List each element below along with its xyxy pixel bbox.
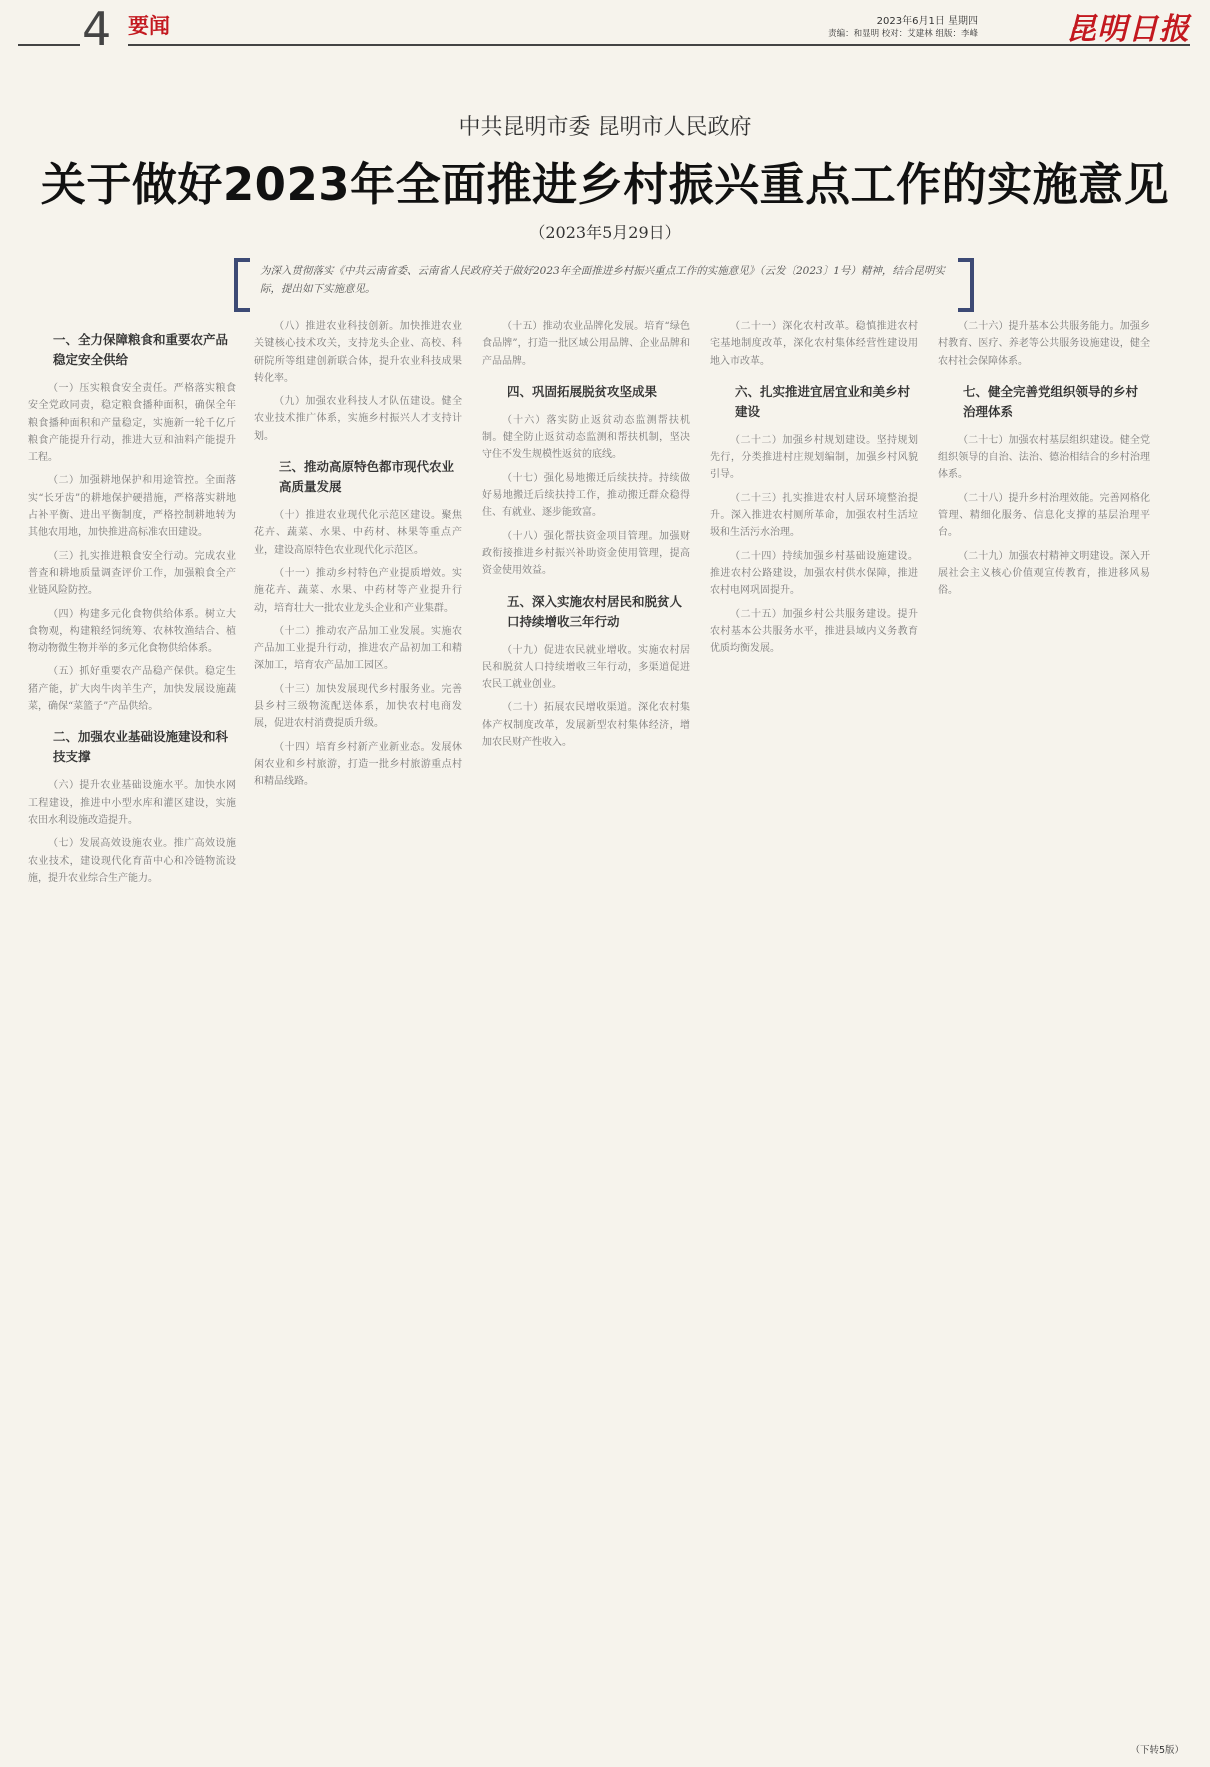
section-heading: 七、健全完善党组织领导的乡村治理体系 xyxy=(963,383,1139,419)
article-paragraph: （二十七）加强农村基层组织建设。健全党组织领导的自治、法治、德治相结合的乡村治理体系。 xyxy=(938,434,1150,481)
newspaper-logo: 昆明日报 xyxy=(1066,12,1190,47)
article-column-2 xyxy=(254,318,462,1746)
article-issuer: 中共昆明市委 昆明市人民政府 xyxy=(458,115,752,140)
article-paragraph: （一）压实粮食安全责任。严格落实粮食安全党政同责，稳定粮食播种面积，确保全年粮食播种面积和产量稳定，实施新一轮千亿斤粮食产能提升行动，推进大豆和油料产能提升工程。 xyxy=(28,383,236,464)
continued-note: （下转5版） xyxy=(1130,1745,1184,1756)
article-paragraph: （八）推进农业科技创新。加快推进农业关键核心技术攻关，支持龙头企业、高校、科研院所等组建创新联合体，提升农业科技成果转化率。 xyxy=(254,321,462,384)
header-rule-left xyxy=(18,44,80,46)
article-paragraph: （四）构建多元化食物供给体系。树立大食物观，构建粮经饲统筹、农林牧渔结合、植物动物微生物并举的多元化食物供给体系。 xyxy=(28,608,236,655)
article-paragraph: （十四）培育乡村新产业新业态。发展休闲农业和乡村旅游，打造一批乡村旅游重点村和精品线路。 xyxy=(254,741,462,788)
article-paragraph: （二十五）加强乡村公共服务建设。提升农村基本公共服务水平，推进县域内义务教育优质均衡发展。 xyxy=(710,608,918,655)
issue-date: 2023年6月1日 星期四 xyxy=(876,16,978,27)
article-paragraph: （二十九）加强农村精神文明建设。深入开展社会主义核心价值观宣传教育，推进移风易俗。 xyxy=(938,550,1150,597)
section-label: 要闻 xyxy=(128,14,170,38)
article-paragraph: （十六）落实防止返贫动态监测帮扶机制。健全防止返贫动态监测和帮扶机制，坚决守住不发生规模性返贫的底线。 xyxy=(482,414,690,461)
article-paragraph: （十三）加快发展现代乡村服务业。完善县乡村三级物流配送体系，加快农村电商发展，促进农村消费提质升级。 xyxy=(254,683,462,730)
article-paragraph: （十二）推动农产品加工业发展。实施农产品加工业提升行动，推进农产品初加工和精深加工，培育农产品加工园区。 xyxy=(254,625,462,672)
article-paragraph: （十）推进农业现代化示范区建设。聚焦花卉、蔬菜、水果、中药材、林果等重点产业，建设高原特色农业现代化示范区。 xyxy=(254,510,462,556)
article-column-3 xyxy=(482,318,690,1746)
editors-credit: 责编：和显明 校对：艾建林 组版：李峰 xyxy=(828,29,978,39)
article-column-1 xyxy=(28,318,236,1746)
article-paragraph: （十一）推动乡村特色产业提质增效。实施花卉、蔬菜、水果、中药材等产业提升行动，培育壮大一批农业龙头企业和产业集群。 xyxy=(254,567,462,614)
article-paragraph: （十七）强化易地搬迁后续扶持。持续做好易地搬迁后续扶持工作，推动搬迁群众稳得住、有就业、逐步能致富。 xyxy=(482,472,690,519)
article-paragraph: （六）提升农业基础设施水平。加快水网工程建设，推进中小型水库和灌区建设，实施农田水利设施改造提升。 xyxy=(28,780,236,826)
article-column-5 xyxy=(938,318,1150,1746)
article-column-4 xyxy=(710,318,918,1746)
article-paragraph: （三）扎实推进粮食安全行动。完成农业普查和耕地质量调查评价工作，加强粮食全产业链风险防控。 xyxy=(28,550,236,597)
section-heading: 四、巩固拓展脱贫攻坚成果 xyxy=(507,383,658,399)
section-heading: 六、扎实推进宜居宜业和美乡村建设 xyxy=(735,383,911,419)
section-heading: 三、推动高原特色都市现代农业高质量发展 xyxy=(279,459,455,495)
article-paragraph: （九）加强农业科技人才队伍建设。健全农业技术推广体系，实施乡村振兴人才支持计划。 xyxy=(254,396,462,442)
article-paragraph: （二十八）提升乡村治理效能。完善网格化管理、精细化服务、信息化支撑的基层治理平台。 xyxy=(938,492,1150,539)
header-rule-right xyxy=(128,44,1190,46)
section-heading: 五、深入实施农村居民和脱贫人口持续增收三年行动 xyxy=(507,593,683,629)
article-paragraph: （二十四）持续加强乡村基础设施建设。推进农村公路建设，加强农村供水保障，推进农村电网巩固提升。 xyxy=(710,550,918,597)
article-paragraph: （十九）促进农民就业增收。实施农村居民和脱贫人口持续增收三年行动，多渠道促进农民工就业创业。 xyxy=(482,644,690,691)
article-paragraph: （五）抓好重要农产品稳产保供。稳定生猪产能，扩大肉牛肉羊生产，加快发展设施蔬菜，确保“菜篮子”产品供给。 xyxy=(28,666,236,713)
intro-text: 为深入贯彻落实《中共云南省委、云南省人民政府关于做好2023年全面推进乡村振兴重点工作的实施意见》（云发〔2023〕1号）精神，结合昆明实际，提出如下实施意见。 xyxy=(260,265,945,295)
article-paragraph: （二十六）提升基本公共服务能力。加强乡村教育、医疗、养老等公共服务设施建设，健全农村社会保障体系。 xyxy=(938,321,1150,367)
page-masthead xyxy=(0,0,1210,60)
article-paragraph: （十五）推动农业品牌化发展。培育“绿色食品牌”，打造一批区域公用品牌、企业品牌和产品品牌。 xyxy=(482,321,690,367)
bracket-right-decor xyxy=(958,258,974,312)
article-paragraph: （二十三）扎实推进农村人居环境整治提升。深入推进农村厕所革命，加强农村生活垃圾和生活污水治理。 xyxy=(710,492,918,539)
article-paragraph: （二十一）深化农村改革。稳慎推进农村宅基地制度改革，深化农村集体经营性建设用地入市改革。 xyxy=(710,321,918,367)
article-paragraph: （十八）强化帮扶资金项目管理。加强财政衔接推进乡村振兴补助资金使用管理，提高资金使用效益。 xyxy=(482,530,690,577)
article-date: （2023年5月29日） xyxy=(529,223,681,242)
article-paragraph: （七）发展高效设施农业。推广高效设施农业技术，建设现代化育苗中心和冷链物流设施，提升农业综合生产能力。 xyxy=(28,838,236,884)
section-heading: 二、加强农业基础设施建设和科技支撑 xyxy=(53,729,229,765)
section-heading: 一、全力保障粮食和重要农产品稳定安全供给 xyxy=(53,332,229,367)
article-paragraph: （二十二）加强乡村规划建设。坚持规划先行，分类推进村庄规划编制，加强乡村风貌引导。 xyxy=(710,434,918,481)
article-paragraph: （二十）拓展农民增收渠道。深化农村集体产权制度改革，发展新型农村集体经济，增加农民财产性收入。 xyxy=(482,702,690,749)
article-paragraph: （二）加强耕地保护和用途管控。全面落实“长牙齿”的耕地保护硬措施，严格落实耕地占补平衡、进出平衡制度，严格控制耕地转为其他农用地，加快推进高标准农田建设。 xyxy=(28,475,236,539)
bracket-left-decor xyxy=(234,258,250,312)
article-title: 关于做好2023年全面推进乡村振兴重点工作的实施意见 xyxy=(40,158,1170,211)
page-number: 4 xyxy=(82,2,112,56)
intro-box xyxy=(234,258,974,310)
